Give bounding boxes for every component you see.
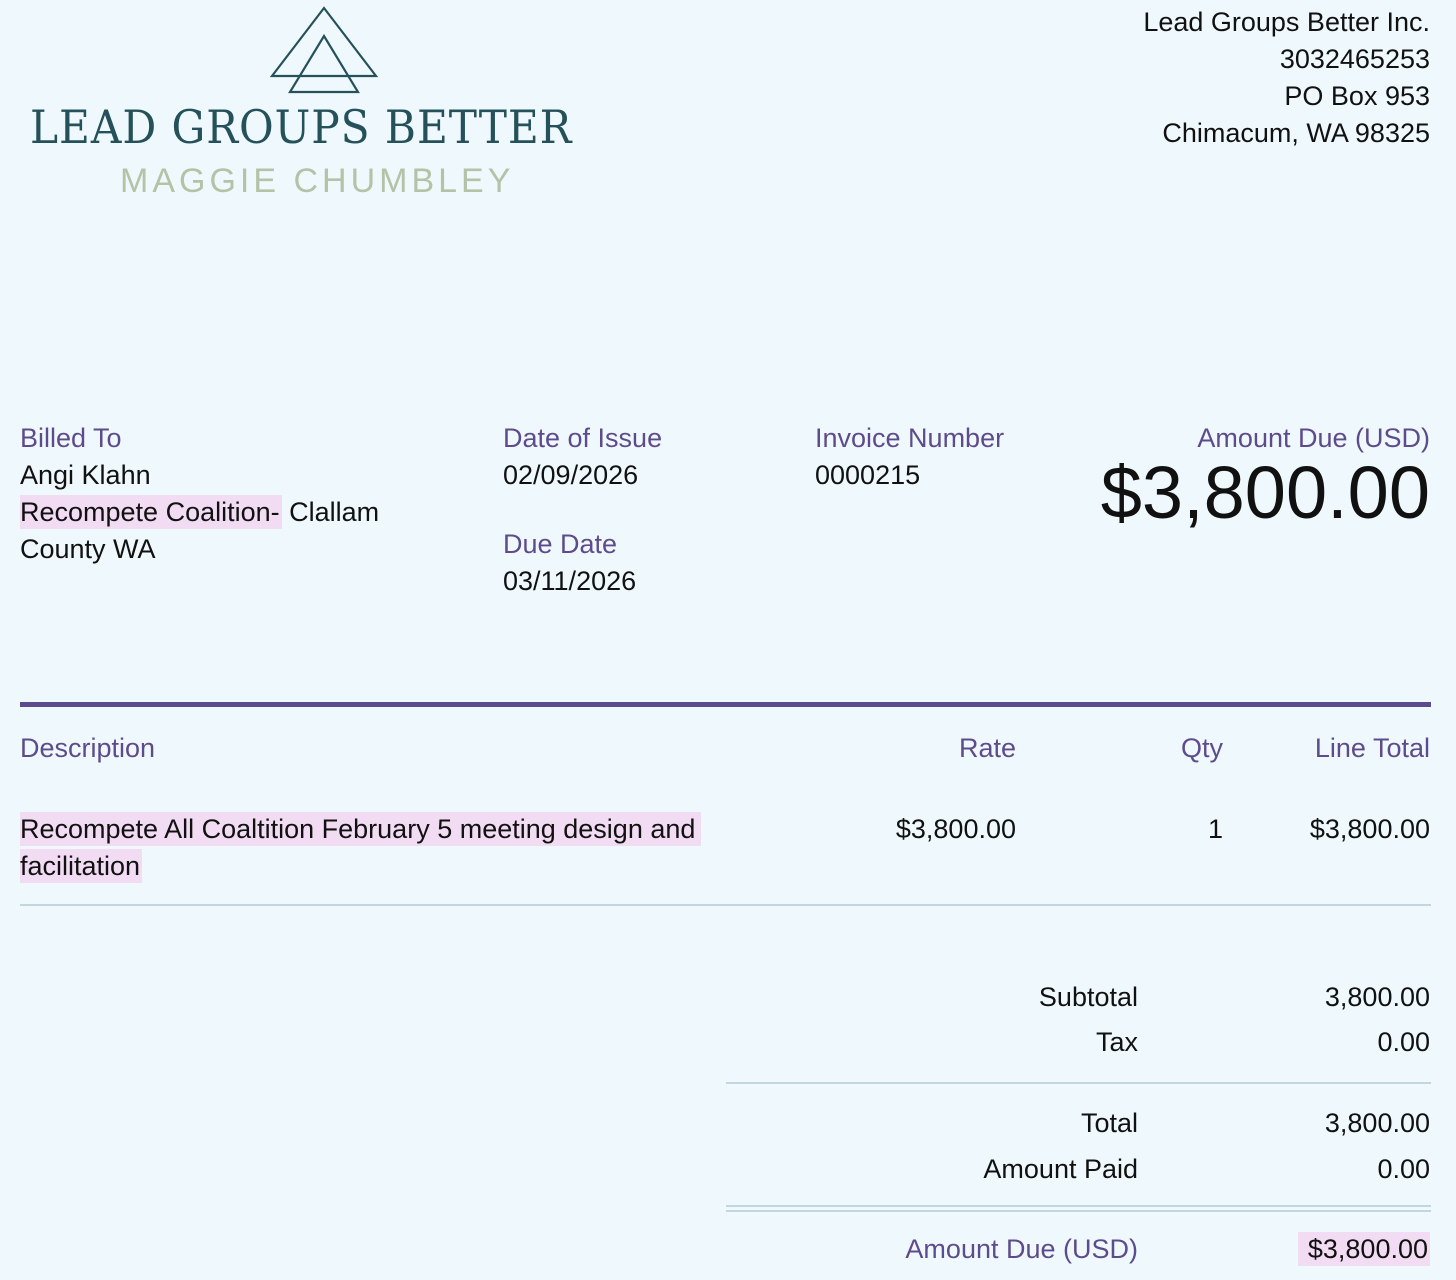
tax-label: Tax (1095, 1027, 1138, 1057)
company-address-line2: Chimacum, WA 98325 (1162, 118, 1430, 148)
amount-paid-value: 0.00 (1377, 1154, 1430, 1184)
double-triangle-icon (268, 6, 380, 94)
billed-to-org-line2: County WA (20, 534, 156, 564)
invoice-number-label: Invoice Number (815, 423, 1005, 453)
column-header-qty: Qty (1180, 733, 1223, 763)
total-value: 3,800.00 (1324, 1108, 1430, 1138)
row-description-line1: Recompete All Coaltition February 5 meeting design and (20, 812, 701, 846)
billed-to-org-rest: Clallam (281, 497, 380, 527)
table-top-divider (20, 702, 1431, 707)
company-phone: 3032465253 (1279, 44, 1430, 74)
billed-to-name: Angi Klahn (20, 460, 151, 490)
date-of-issue-label: Date of Issue (503, 423, 663, 453)
column-header-rate: Rate (958, 733, 1016, 763)
amount-due-header-block (1100, 420, 1430, 534)
tax-value: 0.00 (1377, 1027, 1430, 1057)
table-row (20, 811, 701, 885)
row-rate: $3,800.00 (895, 814, 1016, 844)
column-header-line-total: Line Total (1314, 733, 1430, 763)
row-qty: 1 (1207, 814, 1223, 844)
invoice-number-value: 0000215 (815, 460, 921, 490)
billed-to-label: Billed To (20, 423, 122, 453)
amount-due-divider-bottom (726, 1210, 1431, 1212)
due-date-value: 03/11/2026 (503, 566, 637, 596)
amount-due-footer-label: Amount Due (USD) (905, 1234, 1138, 1264)
totals-divider (726, 1082, 1431, 1084)
amount-due-header-label: Amount Due (USD) (1197, 423, 1430, 453)
column-header-description: Description (20, 733, 156, 763)
amount-due-header-value: $3,800.00 (1100, 451, 1430, 534)
row-description-line2: facilitation (20, 851, 141, 881)
table-bottom-divider (20, 904, 1431, 906)
row-line-total: $3,800.00 (1309, 814, 1430, 844)
dates-block (503, 420, 662, 600)
subtotal-value: 3,800.00 (1324, 982, 1430, 1012)
total-label: Total (1080, 1108, 1138, 1138)
company-address-line1: PO Box 953 (1284, 81, 1430, 111)
billed-to-org-highlight: Recompete Coalition- (20, 497, 280, 527)
company-name: Lead Groups Better Inc. (1143, 7, 1430, 37)
amount-due-divider-top (726, 1205, 1431, 1207)
billed-to-org (20, 494, 379, 531)
billed-to-block (20, 420, 379, 568)
logo-subtitle: MAGGIE CHUMBLEY (120, 162, 515, 200)
amount-due-footer-value-text: $3,800.00 (1298, 1232, 1430, 1266)
logo-title: LEAD GROUPS BETTER (30, 100, 573, 154)
amount-paid-label: Amount Paid (983, 1154, 1138, 1184)
subtotal-label: Subtotal (1038, 982, 1138, 1012)
date-of-issue-value: 02/09/2026 (503, 460, 639, 490)
company-address-block (1143, 4, 1430, 152)
due-date-label: Due Date (503, 529, 618, 559)
invoice-number-block (815, 420, 1004, 494)
amount-due-footer-value (1298, 1234, 1430, 1265)
